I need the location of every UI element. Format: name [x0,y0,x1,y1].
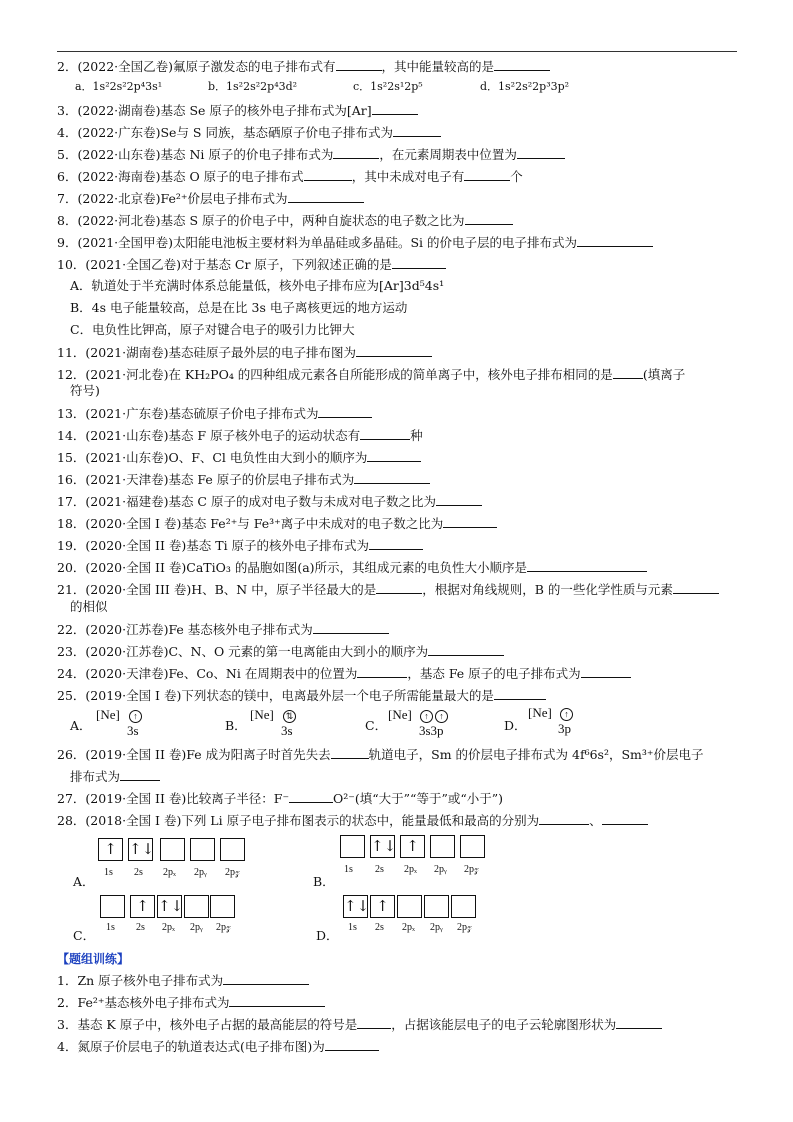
orbital-label: 2pₓ [404,864,417,875]
orbital-label: 2pᵧ [190,922,203,933]
question-24: 24．(2020·天津卷)Fe、Co、Ni 在周期表中的位置为 ，基态 Fe 原子的电子排布式为 [57,665,631,682]
question-14: 14．(2021·山东卷)基态 F 原子核外电子的运动状态有 种 [57,428,423,443]
orbital-label: 1s [348,922,357,933]
orbital-box: ↑ [130,895,155,918]
q25-option-d[interactable]: D． [504,718,527,733]
orbital-box [430,835,455,858]
option-c[interactable]: c．1s²2s¹2p⁵ [353,80,423,93]
question-27: 27．(2019·全国 II 卷)比较离子半径：F⁻ O²⁻(填“大于”“等于”或“小于”) [57,791,503,806]
option-d[interactable]: d．1s²2s²2p³3p² [480,80,570,93]
orbital-circle: ↑ [560,708,573,721]
answer-blank[interactable] [360,427,410,440]
answer-blank[interactable] [318,405,372,418]
answer-blank[interactable] [304,168,352,181]
question-10: 10．(2021·全国乙卷)对于基态 Cr 原子，下列叙述正确的是 [57,256,446,273]
question-2-options [75,80,569,94]
answer-blank[interactable] [367,449,421,462]
question-23: 23．(2020·江苏卷)C、N、O 元素的第一电离能由大到小的顺序为 [57,643,504,660]
question-4: 4．(2022·广东卷)Se与 S 同族，基态硒原子价电子排布式为 [57,124,441,141]
question-25: 25．(2019·全国 I 卷)下列状态的镁中，电离最外层一个电子所需能量最大的是 [57,687,546,704]
answer-blank[interactable] [539,812,589,825]
orbital-label: 2pₓ [163,867,176,878]
orbital-label: 1s [106,922,115,933]
question-28: 28．(2018·全国 I 卷)下列 Li 原子电子排布图表示的状态中，能量最低和最高的分别为 、 [57,812,648,829]
answer-blank[interactable] [581,665,631,678]
orbital-box [460,835,485,858]
question-16: 16．(2021·天津卷)基态 Fe 原子的价层电子排布式为 [57,471,430,488]
orbital-box [424,895,449,918]
q25-config-a: [Ne] ↑ 3s [96,707,156,741]
practice-2: 2．Fe²⁺基态核外电子排布式为 [57,994,325,1011]
question-13: 13．(2021·广东卷)基态硫原子价电子排布式为 [57,405,372,422]
q28-option-d[interactable]: D． [316,928,339,943]
orbital-box [100,895,125,918]
orbital-label: 2s [375,922,384,933]
answer-blank[interactable] [517,146,565,159]
orbital-label: 1s [344,864,353,875]
orbital-label: 2p𝓏 [216,922,231,933]
answer-blank[interactable] [357,665,407,678]
answer-blank[interactable] [393,124,441,137]
q25-config-d: [Ne] ↑ 3p [528,705,571,736]
answer-blank[interactable] [313,621,389,634]
answer-blank[interactable] [288,190,364,203]
question-12: 12．(2021·河北卷)在 KH₂PO₄ 的四种组成元素各自所能形成的简单离子中，核外电子排布相同的是 (填离子 [57,367,686,382]
q28-option-b[interactable]: B． [313,874,335,889]
orbital-box [210,895,235,918]
answer-blank[interactable] [465,212,513,225]
orbital-circle: ↑ [129,710,142,723]
question-26: 26．(2019·全国 II 卷)Fe 成为阳离子时首先失去 轨道电子，Sm 的价层电子排布式为 4f⁶6s²，Sm³⁺价层电子 [57,747,704,762]
orbital-label: 2s [134,867,143,878]
orbital-box [184,895,209,918]
orbital-box [340,835,365,858]
question-10-option-b[interactable]: B．4s 电子能量较高，总是在比 3s 电子离核更远的地方运动 [70,300,408,315]
answer-blank[interactable] [616,1016,662,1029]
answer-blank[interactable] [443,515,497,528]
question-2: 2．(2022·全国乙卷)氟原子激发态的电子排布式有 ，其中能量较高的是 [57,58,550,75]
answer-blank[interactable] [464,168,510,181]
orbital-label: 2s [136,922,145,933]
orbital-box: ↑ [400,835,425,858]
question-5: 5．(2022·山东卷)基态 Ni 原子的价电子排布式为 ，在元素周期表中位置为 [57,146,565,163]
option-a[interactable]: a．1s²2s²2p⁴3s¹ [75,80,163,93]
answer-blank[interactable] [357,1016,391,1029]
question-7: 7．(2022·北京卷)Fe²⁺价层电子排布式为 [57,190,364,207]
practice-4: 4．氮原子价层电子的轨道表达式(电子排布图)为 [57,1038,379,1055]
orbital-circle: ↑ [435,710,448,723]
answer-blank[interactable] [331,746,369,759]
answer-blank[interactable] [602,812,648,825]
q25-option-a[interactable]: A． [70,718,92,733]
answer-blank[interactable] [372,102,418,115]
orbital-box [397,895,422,918]
answer-blank[interactable] [325,1038,379,1051]
orbital-label: 2pₓ [162,922,175,933]
question-8: 8．(2022·河北卷)基态 S 原子的价电子中，两种自旋状态的电子数之比为 [57,212,513,229]
orbital-box: ↑↓ [370,835,395,858]
orbital-label: 1s [104,867,113,878]
question-10-option-a[interactable]: A．轨道处于半充满时体系总能量低，核外电子排布应为[Ar]3d⁵4s¹ [70,278,445,293]
section-heading: 【题组训练】 [57,952,130,966]
answer-blank[interactable] [613,366,643,379]
header-rule [57,51,737,52]
orbital-label: 2p𝓏 [464,864,479,875]
orbital-box [451,895,476,918]
orbital-box: ↑↓ [157,895,182,918]
answer-blank[interactable] [289,790,333,803]
answer-blank[interactable] [392,256,446,269]
answer-blank[interactable] [376,581,422,594]
orbital-label: 2pₓ [402,922,415,933]
answer-blank[interactable] [229,994,325,1007]
question-17: 17．(2021·福建卷)基态 C 原子的成对电子数与未成对电子数之比为 [57,493,482,510]
orbital-box: ↑ [370,895,395,918]
orbital-box [220,838,245,861]
orbital-label: 2pᵧ [434,864,447,875]
option-b[interactable]: b．1s²2s²2p⁴3d² [208,80,298,93]
orbital-box: ↑↓ [343,895,368,918]
answer-blank[interactable] [673,581,719,594]
q25-option-c[interactable]: C． [365,718,388,733]
question-18: 18．(2020·全国 I 卷)基态 Fe²⁺与 Fe³⁺离子中未成对的电子数之比为 [57,515,497,532]
orbital-box: ↑ [98,838,123,861]
answer-blank[interactable] [333,146,379,159]
question-3: 3．(2022·湖南卷)基态 Se 原子的核外电子排布式为[Ar] [57,102,418,119]
orbital-label: 2p𝓏 [225,867,240,878]
question-12-cont: 符号) [70,383,100,398]
answer-blank[interactable] [527,559,647,572]
question-10-option-c[interactable]: C．电负性比钾高，原子对键合电子的吸引力比钾大 [70,322,355,337]
answer-blank[interactable] [356,344,432,357]
orbital-label: 2s [375,864,384,875]
question-20: 20．(2020·全国 II 卷)CaTiO₃ 的晶胞如图(a)所示，其组成元素的电负性大小顺序是 [57,559,647,576]
answer-blank[interactable] [369,537,423,550]
orbital-circle: ↑ [420,710,433,723]
q28-option-a[interactable]: A． [73,874,95,889]
practice-3: 3．基态 K 原子中，核外电子占据的最高能层的符号是 ，占据该能层电子的电子云轮廓图形状为 [57,1016,662,1033]
question-21: 21．(2020·全国 III 卷)H、B、N 中，原子半径最大的是 ，根据对角线规则，B 的一些化学性质与元素 [57,581,719,598]
answer-blank[interactable] [577,234,653,247]
q25-config-c: [Ne] ↑ ↑ 3s3p [388,707,458,741]
orbital-box [190,838,215,861]
answer-blank[interactable] [436,493,482,506]
orbital-label: 2pᵧ [430,922,443,933]
question-6: 6．(2022·海南卷)基态 O 原子的电子排布式 ，其中未成对电子有 个 [57,169,523,184]
question-21-cont: 的相似 [70,599,108,614]
question-9: 9．(2021·全国甲卷)太阳能电池板主要材料为单晶硅或多晶硅。Si 的价电子层的电子排布式为 [57,234,653,251]
q28-option-c[interactable]: C． [73,928,96,943]
orbital-circle: ⇅ [283,710,296,723]
q25-option-b[interactable]: B． [225,718,247,733]
answer-blank[interactable] [494,58,550,71]
orbital-box: ↑↓ [128,838,153,861]
answer-blank[interactable] [494,687,546,700]
orbital-label: 2pᵧ [194,867,207,878]
answer-blank[interactable] [120,768,160,781]
orbital-label: 2p𝓏 [457,922,472,933]
q25-config-b: [Ne] ⇅ 3s [250,707,310,741]
question-22: 22．(2020·江苏卷)Fe 基态核外电子排布式为 [57,621,389,638]
answer-blank[interactable] [223,972,309,985]
answer-blank[interactable] [354,471,430,484]
practice-1: 1．Zn 原子核外电子排布式为 [57,972,309,989]
question-15: 15．(2021·山东卷)O、F、Cl 电负性由大到小的顺序为 [57,449,421,466]
question-26-cont: 排布式为 [70,768,160,785]
question-11: 11．(2021·湖南卷)基态硅原子最外层的电子排布图为 [57,344,432,361]
question-19: 19．(2020·全国 II 卷)基态 Ti 原子的核外电子排布式为 [57,537,423,554]
answer-blank[interactable] [428,643,504,656]
orbital-box [160,838,185,861]
answer-blank[interactable] [336,58,382,71]
